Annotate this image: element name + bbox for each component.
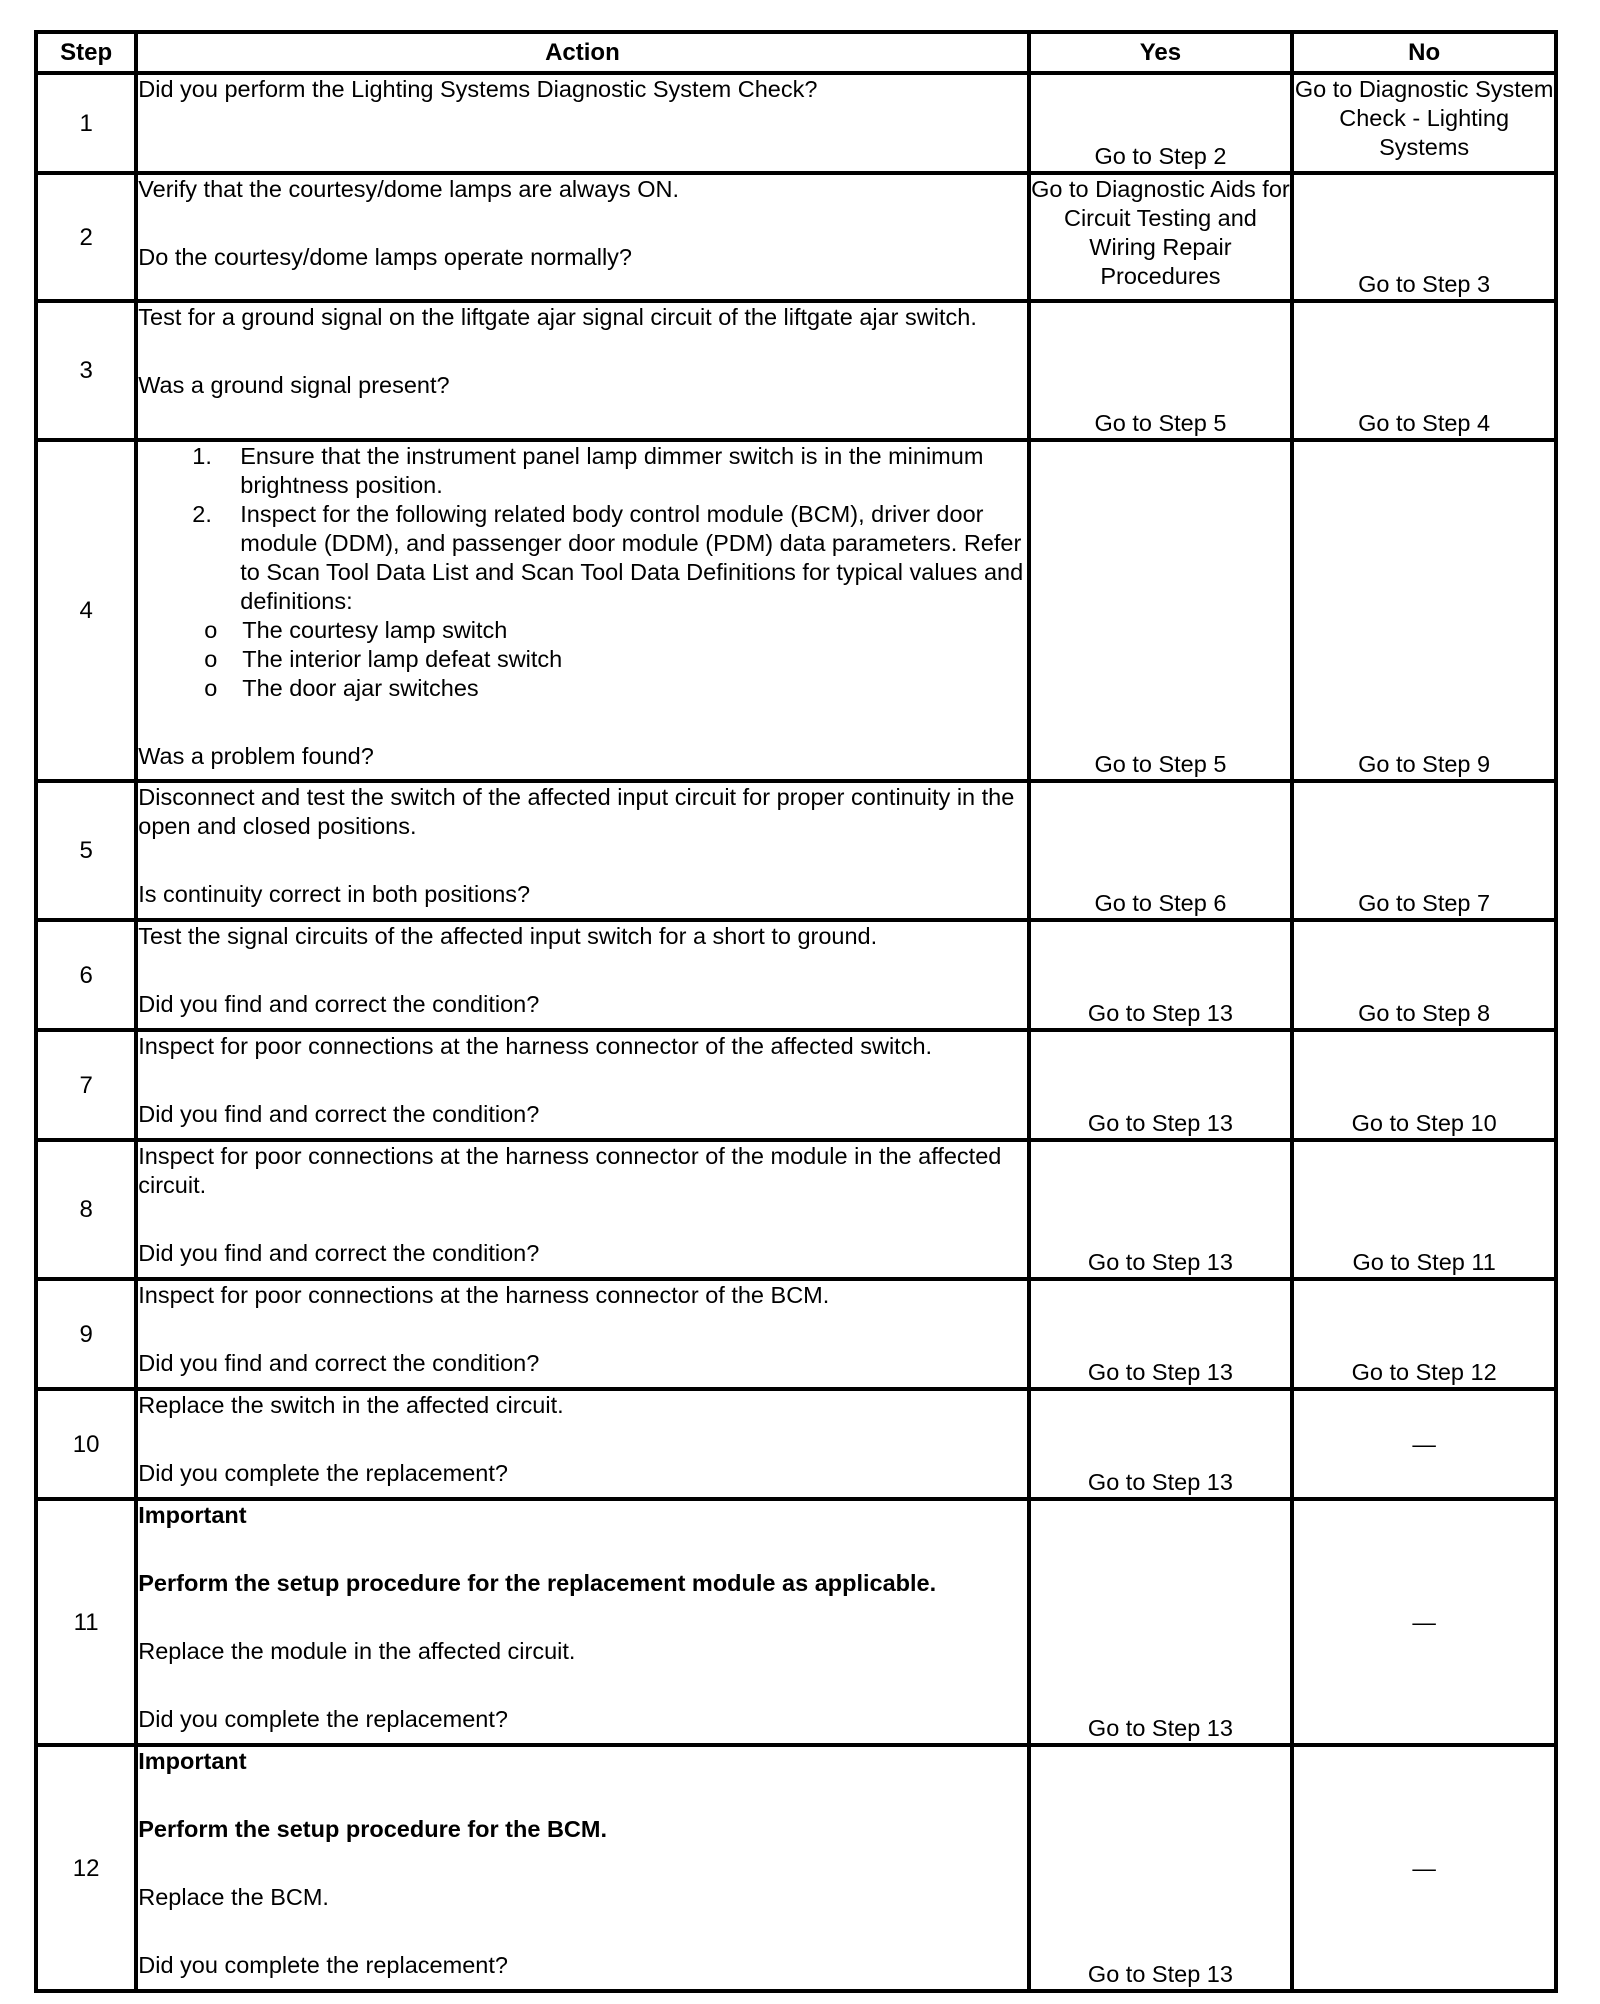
yes-cell: Go to Diagnostic Aids for Circuit Testing and Wiring Repair Procedures	[1029, 173, 1293, 301]
table-header-row	[36, 32, 1556, 73]
no-cell: Go to Step 10	[1292, 1030, 1556, 1140]
step-number: 11	[36, 1499, 136, 1745]
table-row	[36, 1030, 1556, 1140]
yes-cell: Go to Step 13	[1029, 1745, 1293, 1991]
header-no: No	[1292, 32, 1556, 73]
action-text: Replace the switch in the affected circuit.	[138, 1392, 564, 1418]
diagnostic-table	[34, 30, 1558, 1993]
table-row	[36, 781, 1556, 920]
no-cell: Go to Step 4	[1292, 301, 1556, 440]
action-cell	[136, 301, 1028, 440]
important-label: Important	[138, 1748, 247, 1774]
question-text: Did you find and correct the condition?	[138, 1350, 540, 1376]
important-text: Perform the setup procedure for the replacement module as applicable.	[138, 1570, 937, 1596]
table-row	[36, 920, 1556, 1030]
yes-cell: Go to Step 6	[1029, 781, 1293, 920]
important-text: Perform the setup procedure for the BCM.	[138, 1816, 607, 1842]
step-number: 10	[36, 1389, 136, 1499]
action-text: Replace the module in the affected circuit.	[138, 1638, 576, 1664]
header-action: Action	[136, 32, 1028, 73]
action-text: Verify that the courtesy/dome lamps are always ON.	[138, 176, 679, 202]
question-text: Was a problem found?	[138, 743, 374, 769]
yes-cell: Go to Step 5	[1029, 301, 1293, 440]
action-cell	[136, 1030, 1028, 1140]
action-cell	[136, 1389, 1028, 1499]
yes-cell: Go to Step 13	[1029, 1279, 1293, 1389]
yes-cell: Go to Step 13	[1029, 920, 1293, 1030]
list-item: o The interior lamp defeat switch	[204, 646, 563, 672]
action-cell	[136, 1745, 1028, 1991]
no-cell: Go to Step 8	[1292, 920, 1556, 1030]
step-number: 9	[36, 1279, 136, 1389]
action-cell	[136, 781, 1028, 920]
step-number: 2	[36, 173, 136, 301]
question-text: Did you complete the replacement?	[138, 1952, 508, 1978]
question-text: Did you complete the replacement?	[138, 1460, 508, 1486]
yes-cell: Go to Step 5	[1029, 440, 1293, 781]
step-number: 12	[36, 1745, 136, 1991]
important-label: Important	[138, 1502, 247, 1528]
question-text: Did you find and correct the condition?	[138, 991, 540, 1017]
action-cell	[136, 920, 1028, 1030]
yes-cell: Go to Step 13	[1029, 1140, 1293, 1279]
no-cell: —	[1292, 1499, 1556, 1745]
instruction-list	[138, 442, 1026, 616]
question-text: Did you find and correct the condition?	[138, 1101, 540, 1127]
action-cell	[136, 440, 1028, 781]
step-number: 5	[36, 781, 136, 920]
table-row	[36, 1389, 1556, 1499]
action-cell	[136, 1499, 1028, 1745]
yes-cell: Go to Step 13	[1029, 1030, 1293, 1140]
yes-cell: Go to Step 13	[1029, 1389, 1293, 1499]
no-cell: Go to Diagnostic System Check - Lighting Systems	[1292, 73, 1556, 173]
step-number: 4	[36, 440, 136, 781]
no-cell: Go to Step 12	[1292, 1279, 1556, 1389]
question-text: Was a ground signal present?	[138, 372, 450, 398]
step-number: 3	[36, 301, 136, 440]
list-item: 1. Ensure that the instrument panel lamp dimmer switch is in the minimum brightness position.	[192, 443, 984, 498]
table-row	[36, 1279, 1556, 1389]
list-item: o The door ajar switches	[204, 675, 479, 701]
table-row	[36, 1745, 1556, 1991]
no-cell: —	[1292, 1745, 1556, 1991]
question-text: Is continuity correct in both positions?	[138, 881, 531, 907]
action-cell	[136, 173, 1028, 301]
table-row	[36, 440, 1556, 781]
action-text: Inspect for poor connections at the harness connector of the module in the affected circuit.	[138, 1143, 1002, 1198]
no-cell: Go to Step 3	[1292, 173, 1556, 301]
question-text: Did you perform the Lighting Systems Diagnostic System Check?	[138, 76, 818, 102]
action-text: Inspect for poor connections at the harness connector of the affected switch.	[138, 1033, 933, 1059]
header-step: Step	[36, 32, 136, 73]
action-text: Test for a ground signal on the liftgate ajar signal circuit of the liftgate ajar switch.	[138, 304, 977, 330]
yes-cell: Go to Step 13	[1029, 1499, 1293, 1745]
parameter-list	[138, 616, 1026, 703]
question-text: Do the courtesy/dome lamps operate normally?	[138, 244, 632, 270]
table-row	[36, 73, 1556, 173]
question-text: Did you find and correct the condition?	[138, 1240, 540, 1266]
no-cell: —	[1292, 1389, 1556, 1499]
step-number: 6	[36, 920, 136, 1030]
list-item: 2. Inspect for the following related body control module (BCM), driver door module (DDM), and passenger door module (PDM) data parameters. Refer to Scan Tool Data List and Scan Tool Data Definitions for typical values and definitions:	[192, 501, 1024, 614]
table-row	[36, 301, 1556, 440]
step-number: 8	[36, 1140, 136, 1279]
no-cell: Go to Step 11	[1292, 1140, 1556, 1279]
action-text: Disconnect and test the switch of the affected input circuit for proper continuity in the open and closed positions.	[138, 784, 1015, 839]
action-cell	[136, 1279, 1028, 1389]
action-text: Replace the BCM.	[138, 1884, 329, 1910]
action-text: Test the signal circuits of the affected input switch for a short to ground.	[138, 923, 878, 949]
step-number: 7	[36, 1030, 136, 1140]
action-text: Inspect for poor connections at the harness connector of the BCM.	[138, 1282, 830, 1308]
no-cell: Go to Step 9	[1292, 440, 1556, 781]
no-cell: Go to Step 7	[1292, 781, 1556, 920]
table-row	[36, 1499, 1556, 1745]
table-row	[36, 173, 1556, 301]
yes-cell: Go to Step 2	[1029, 73, 1293, 173]
table-row	[36, 1140, 1556, 1279]
step-number: 1	[36, 73, 136, 173]
action-cell	[136, 1140, 1028, 1279]
action-cell	[136, 73, 1028, 173]
list-item: o The courtesy lamp switch	[204, 617, 508, 643]
question-text: Did you complete the replacement?	[138, 1706, 508, 1732]
header-yes: Yes	[1029, 32, 1293, 73]
